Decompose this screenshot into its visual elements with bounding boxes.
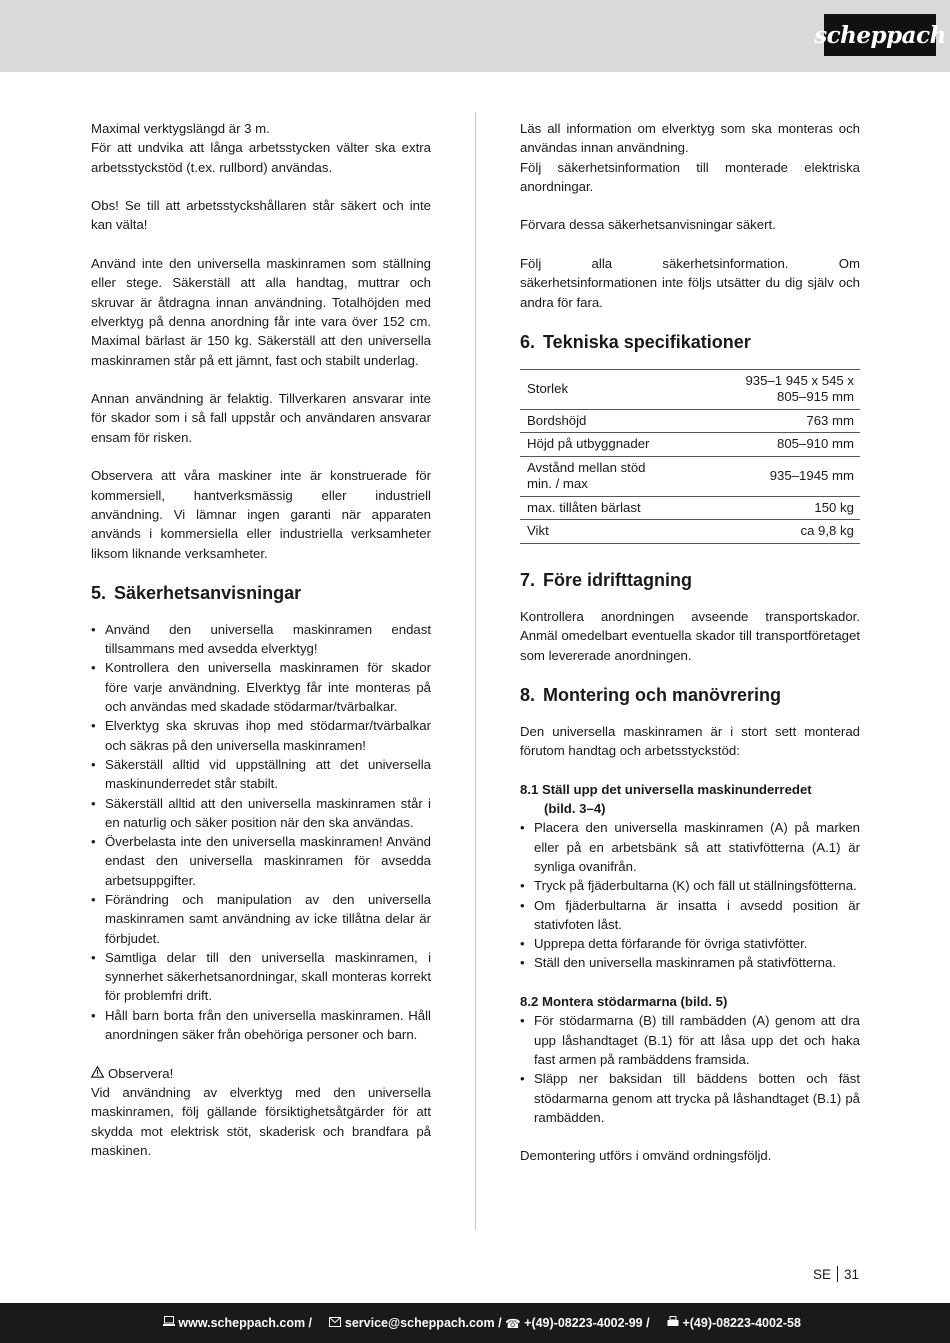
scheppach-logo: scheppach — [824, 14, 936, 56]
subsection-8-1-heading — [520, 780, 860, 819]
list-item: • Säkerställ alltid att den universella maskinramen står i en naturlig och säker position när den ska användas. — [91, 794, 431, 833]
table-row — [520, 496, 860, 520]
safety-list — [91, 620, 431, 1045]
page-number-value: 31 — [843, 1266, 859, 1282]
warning-triangle-icon — [91, 1064, 104, 1083]
table-row — [520, 409, 860, 433]
footer-fax: +(49)-08223-4002-58 — [682, 1316, 801, 1330]
setup-list — [520, 818, 860, 972]
list-item: • Kontrollera den universella maskinramen för skador före varje användning. Elverktyg får inte monteras på och användas med skadade stödarmar/tvärbalkar. — [91, 658, 431, 716]
paragraph: Följ alla säkerhetsinformation. Om säkerhetsinformationen inte följs utsätter du dig själv och andra för fara. — [520, 256, 860, 310]
warning-title: Observera! — [108, 1065, 174, 1081]
paragraph: För att undvika att långa arbetsstycken välter ska extra arbetsstyckstöd (t.ex. rullbord) användas. — [91, 140, 431, 175]
subsection-title: 8.1 Ställ upp det universella maskinunderredet — [520, 781, 812, 797]
page-number — [813, 1266, 859, 1282]
section-title: Säkerhetsanvisningar — [114, 582, 302, 603]
section-7-heading — [520, 569, 860, 591]
list-item: • Upprepa detta förfarande för övriga stativfötter. — [520, 934, 860, 953]
table-row — [520, 456, 860, 496]
spec-label: max. tillåten bärlast — [520, 496, 699, 520]
spec-label: Vikt — [520, 520, 699, 544]
list-item: • Om fjäderbultarna är insatta i avsedd position är stativfoten låst. — [520, 896, 860, 935]
list-item: • Elverktyg ska skruvas ihop med stödarmar/tvärbalkar och säkras på den universella maskinramen! — [91, 716, 431, 755]
spec-value: 150 kg — [699, 496, 860, 520]
spec-value-line: 805–915 mm — [777, 389, 854, 405]
list-item: • Säkerställ alltid vid uppställning att det universella maskinunderredet står stabilt. — [91, 755, 431, 794]
phone-icon: ☎ — [505, 1316, 521, 1331]
spec-label-line: Avstånd mellan stöd — [527, 459, 646, 475]
section-number: 7. — [520, 569, 536, 590]
subsection-8-2-heading: 8.2 Montera stödarmarna (bild. 5) — [520, 994, 728, 1010]
email-icon — [316, 1302, 342, 1343]
spec-value: 805–910 mm — [699, 433, 860, 457]
header-band — [0, 0, 950, 72]
spec-label: Höjd på utbyggnader — [520, 433, 699, 457]
list-item: • Tryck på fjäderbultarna (K) och fäll ut ställningsfötterna. — [520, 876, 860, 895]
list-item: • Ställ den universella maskinramen på stativfötterna. — [520, 953, 860, 972]
paragraph: Maximal verktygslängd är 3 m. — [91, 121, 270, 136]
spec-value: 763 mm — [699, 409, 860, 433]
footer-phone: +(49)-08223-4002-99 — [524, 1316, 643, 1330]
table-row — [520, 520, 860, 544]
paragraph: Läs all information om elverktyg som ska monteras och användas innan användning. — [520, 121, 860, 156]
list-item: • Släpp ner baksidan till bäddens botten och fäst stödarmarna genom att trycka på låshandtaget (B.1) på rambädden. — [520, 1069, 860, 1127]
section-title: Före idrifttagning — [543, 569, 692, 590]
section-number: 8. — [520, 684, 536, 705]
spec-label: Storlek — [520, 369, 699, 409]
paragraph: Förvara dessa säkerhetsanvisningar säkert. — [520, 217, 776, 233]
spec-label — [520, 456, 699, 496]
section-title: Montering och manövrering — [543, 684, 782, 705]
page-number-divider — [837, 1266, 838, 1282]
subsection-ref: (bild. 3–4) — [544, 801, 606, 817]
paragraph: Annan användning är felaktig. Tillverkaren ansvarar inte för skador som i så fall uppstår och användaren ansvarar ensam för risken. — [91, 391, 431, 445]
spec-label: Bordshöjd — [520, 409, 699, 433]
list-item: • Förändring och manipulation av den universella maskinramen samt användning av icke tillåtna delar är förbjudet. — [91, 890, 431, 948]
list-item: • Håll barn borta från den universella maskinramen. Håll anordningen säker från obehöriga personer och barn. — [91, 1006, 431, 1045]
table-row — [520, 369, 860, 409]
left-column — [91, 119, 431, 1160]
spec-table — [520, 369, 860, 544]
fax-icon — [653, 1302, 679, 1343]
section-6-heading — [520, 331, 860, 353]
column-divider — [475, 112, 476, 1230]
spec-value: 935–1945 mm — [699, 456, 860, 496]
list-item: • För stödarmarna (B) till rambädden (A) genom att dra upp låshandtaget (B.1) för att låsa upp det och haka fast armen på rambäddens framsida. — [520, 1011, 860, 1069]
warning-heading — [91, 1064, 431, 1083]
paragraph: Använd inte den universella maskinramen som ställning eller stege. Säkerställ att alla handtag, muttrar och skruvar är åtdragna innan användning. Totalhöjden med elverktyg på denna anordning får inte vara över 152 cm. Maximal bärlast är 150 kg. Säkerställ att den universella maskinramen står på ett jämnt, fast och stabilt underlag. — [91, 256, 431, 368]
paragraph: Kontrollera anordningen avseende transportskador. Anmäl omedelbart eventuella skador till transportföretaget som levererade anordningen. — [520, 608, 860, 663]
list-item: • Överbelasta inte den universella maskinramen! Använd endast den universella maskinramen för avsedda arbetsuppgifter. — [91, 832, 431, 890]
section-5-heading — [91, 582, 431, 604]
paragraph: Följ säkerhetsinformation till monterade elektriska anordningar. — [520, 159, 860, 194]
footer-email-link[interactable]: service@scheppach.com — [344, 1316, 495, 1330]
page-lang: SE — [812, 1266, 831, 1282]
footer-website-link[interactable]: www.scheppach.com — [178, 1316, 306, 1330]
paragraph: Obs! Se till att arbetsstyckshållaren står säkert och inte kan välta! — [91, 198, 431, 233]
paragraph: Observera att våra maskiner inte är konstruerade för kommersiell, hantverksmässig eller industriell användning. Vi lämnar ingen garanti när apparaten används i kommersiella eller industriella verksamheter liksom liknande verksamheter. — [91, 468, 431, 561]
list-item: • Använd den universella maskinramen endast tillsammans med avsedda elverktyg! — [91, 620, 431, 659]
paragraph: Demontering utförs i omvänd ordningsföljd. — [520, 1148, 772, 1164]
spec-label-line: min. / max — [527, 476, 588, 492]
list-item: • Samtliga delar till den universella maskinramen, i synnerhet säkerhetsanordningar, skall monteras korrekt för problemfri drift. — [91, 948, 431, 1006]
warning-text: Vid användning av elverktyg med den universella maskinramen, följ gällande försiktighetsåtgärder för att skydda mot elektrisk stöt, skaderisk och brandfara på maskinen. — [91, 1084, 431, 1158]
section-title: Tekniska specifikationer — [543, 331, 751, 352]
table-row — [520, 433, 860, 457]
computer-icon — [149, 1302, 175, 1343]
section-number: 6. — [520, 331, 536, 352]
section-8-heading — [520, 684, 860, 706]
list-item: • Placera den universella maskinramen (A) på marken eller på en arbetsbänk så att stativfötterna (A.1) är synliga ovanifrån. — [520, 818, 860, 876]
spec-value-line: 935–1 945 x 545 x — [745, 372, 854, 388]
spec-value — [699, 369, 860, 409]
spec-value: ca 9,8 kg — [699, 520, 860, 544]
section-number: 5. — [91, 582, 107, 603]
footer-bar: www.scheppach.com / service@scheppach.com / ☎ +(49)-08223-4002-99 / +(49)-08223-4002-58 — [0, 1303, 950, 1343]
right-column — [520, 119, 860, 1166]
arms-list — [520, 1011, 860, 1127]
paragraph: Den universella maskinramen är i stort sett monterad förutom handtag och arbetsstyckstöd: — [520, 723, 860, 759]
